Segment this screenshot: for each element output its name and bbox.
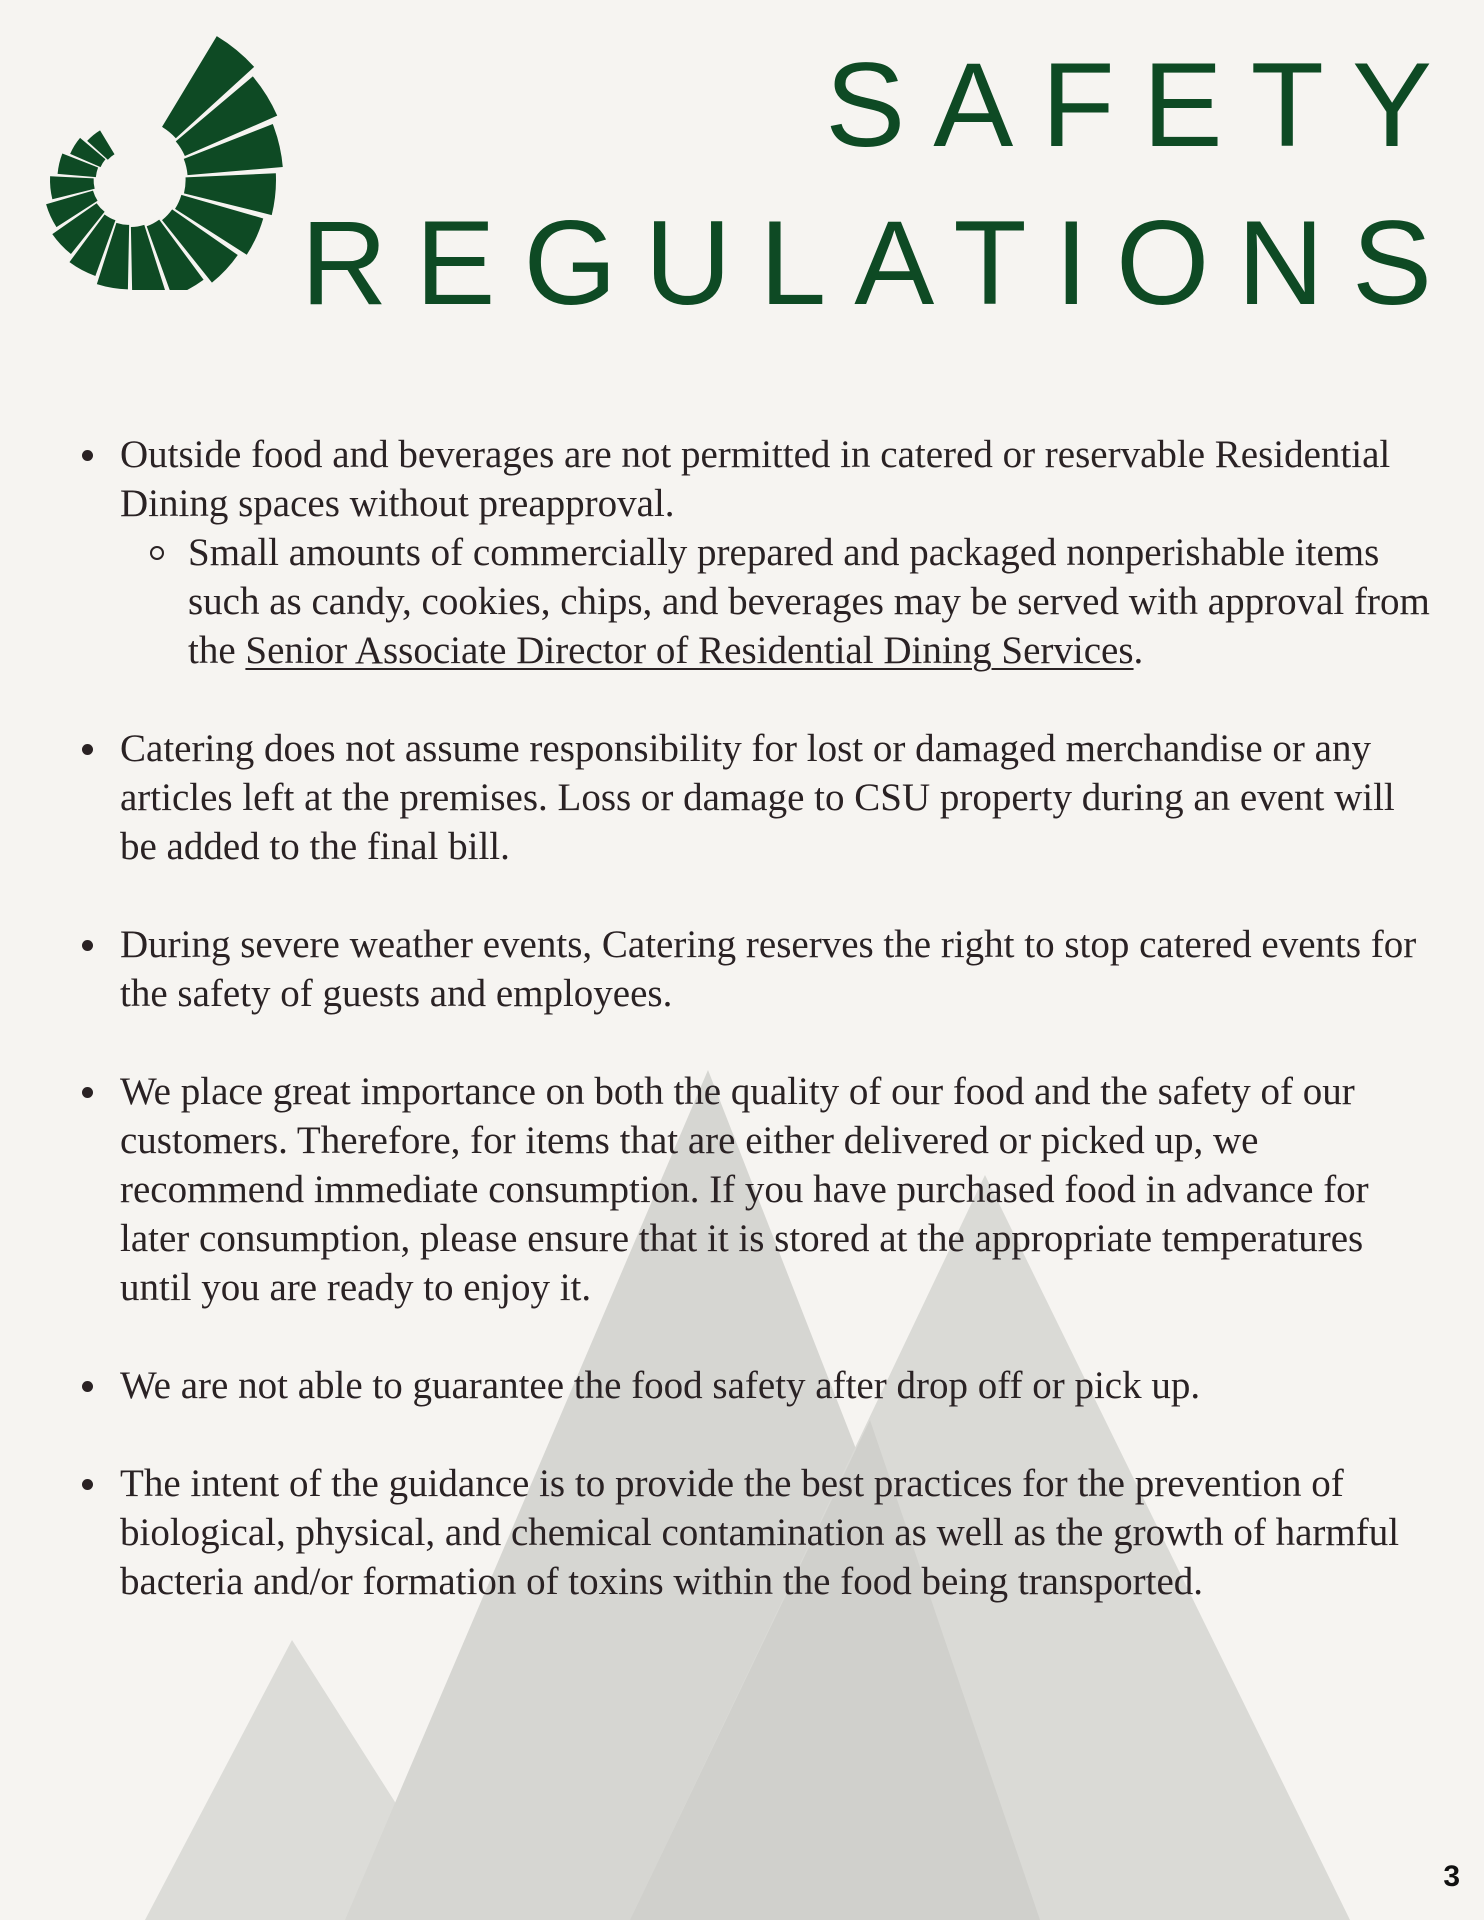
list-item-text: We are not able to guarantee the food safety after drop off or pick up.: [120, 1364, 1201, 1407]
bullet-icon: [82, 1087, 93, 1098]
page-title: [300, 38, 1460, 330]
list-item: [70, 1067, 1430, 1312]
list-item-text: We place great importance on both the quality of our food and the safety of our customers. Therefore, for items that are either delivered or picked up, we recommend immediate consumption. If you have purchased food in advance for later consumption, please ensure that it is stored at the appropriate temperatures until you are ready to enjoy it.: [120, 1070, 1369, 1309]
list-item: [70, 430, 1430, 675]
sub-item-text-before: Small amounts of commercially prepared and packaged nonperishable items such as candy, cookies, chips, and beverages may be served with approval from the: [188, 531, 1430, 672]
list-item-text: The intent of the guidance is to provide the best practices for the prevention of biological, physical, and chemical contamination as well as the growth of harmful bacteria and/or formation of toxins within the food being transported.: [120, 1462, 1400, 1603]
title-line-1: SAFETY: [825, 38, 1460, 172]
bullet-icon: [82, 1381, 93, 1392]
title-line-2: REGULATIONS: [300, 196, 1460, 330]
bullet-icon: [82, 744, 93, 755]
list-item: [70, 724, 1430, 871]
list-item-text: During severe weather events, Catering reserves the right to stop catered events for the safety of guests and employees.: [120, 923, 1417, 1015]
list-item-text: Catering does not assume responsibility for lost or damaged merchandise or any articles left at the premises. Loss or damage to CSU property during an event will be added to the final bill.: [120, 727, 1395, 868]
sub-list-item: [70, 528, 1430, 675]
logo-trademark: ™: [150, 272, 160, 283]
hollow-bullet-icon: [150, 546, 164, 560]
list-item-text: Outside food and beverages are not permitted in catered or reservable Residential Dining spaces without preapproval.: [120, 433, 1391, 525]
list-item: [70, 1361, 1430, 1410]
sub-item-text-after: .: [1133, 629, 1144, 672]
regulations-list-container: [70, 430, 1430, 1655]
director-link[interactable]: Senior Associate Director of Residential Dining Services: [245, 629, 1134, 672]
ram-horn-logo-icon: [0, 30, 330, 290]
page-number: 3: [1443, 1860, 1460, 1893]
bullet-icon: [82, 450, 93, 461]
list-item: [70, 920, 1430, 1018]
bullet-icon: [82, 940, 93, 951]
list-item: [70, 1459, 1430, 1606]
sub-list: [120, 528, 1430, 675]
bullet-icon: [82, 1479, 93, 1490]
regulations-list: [70, 430, 1430, 1606]
